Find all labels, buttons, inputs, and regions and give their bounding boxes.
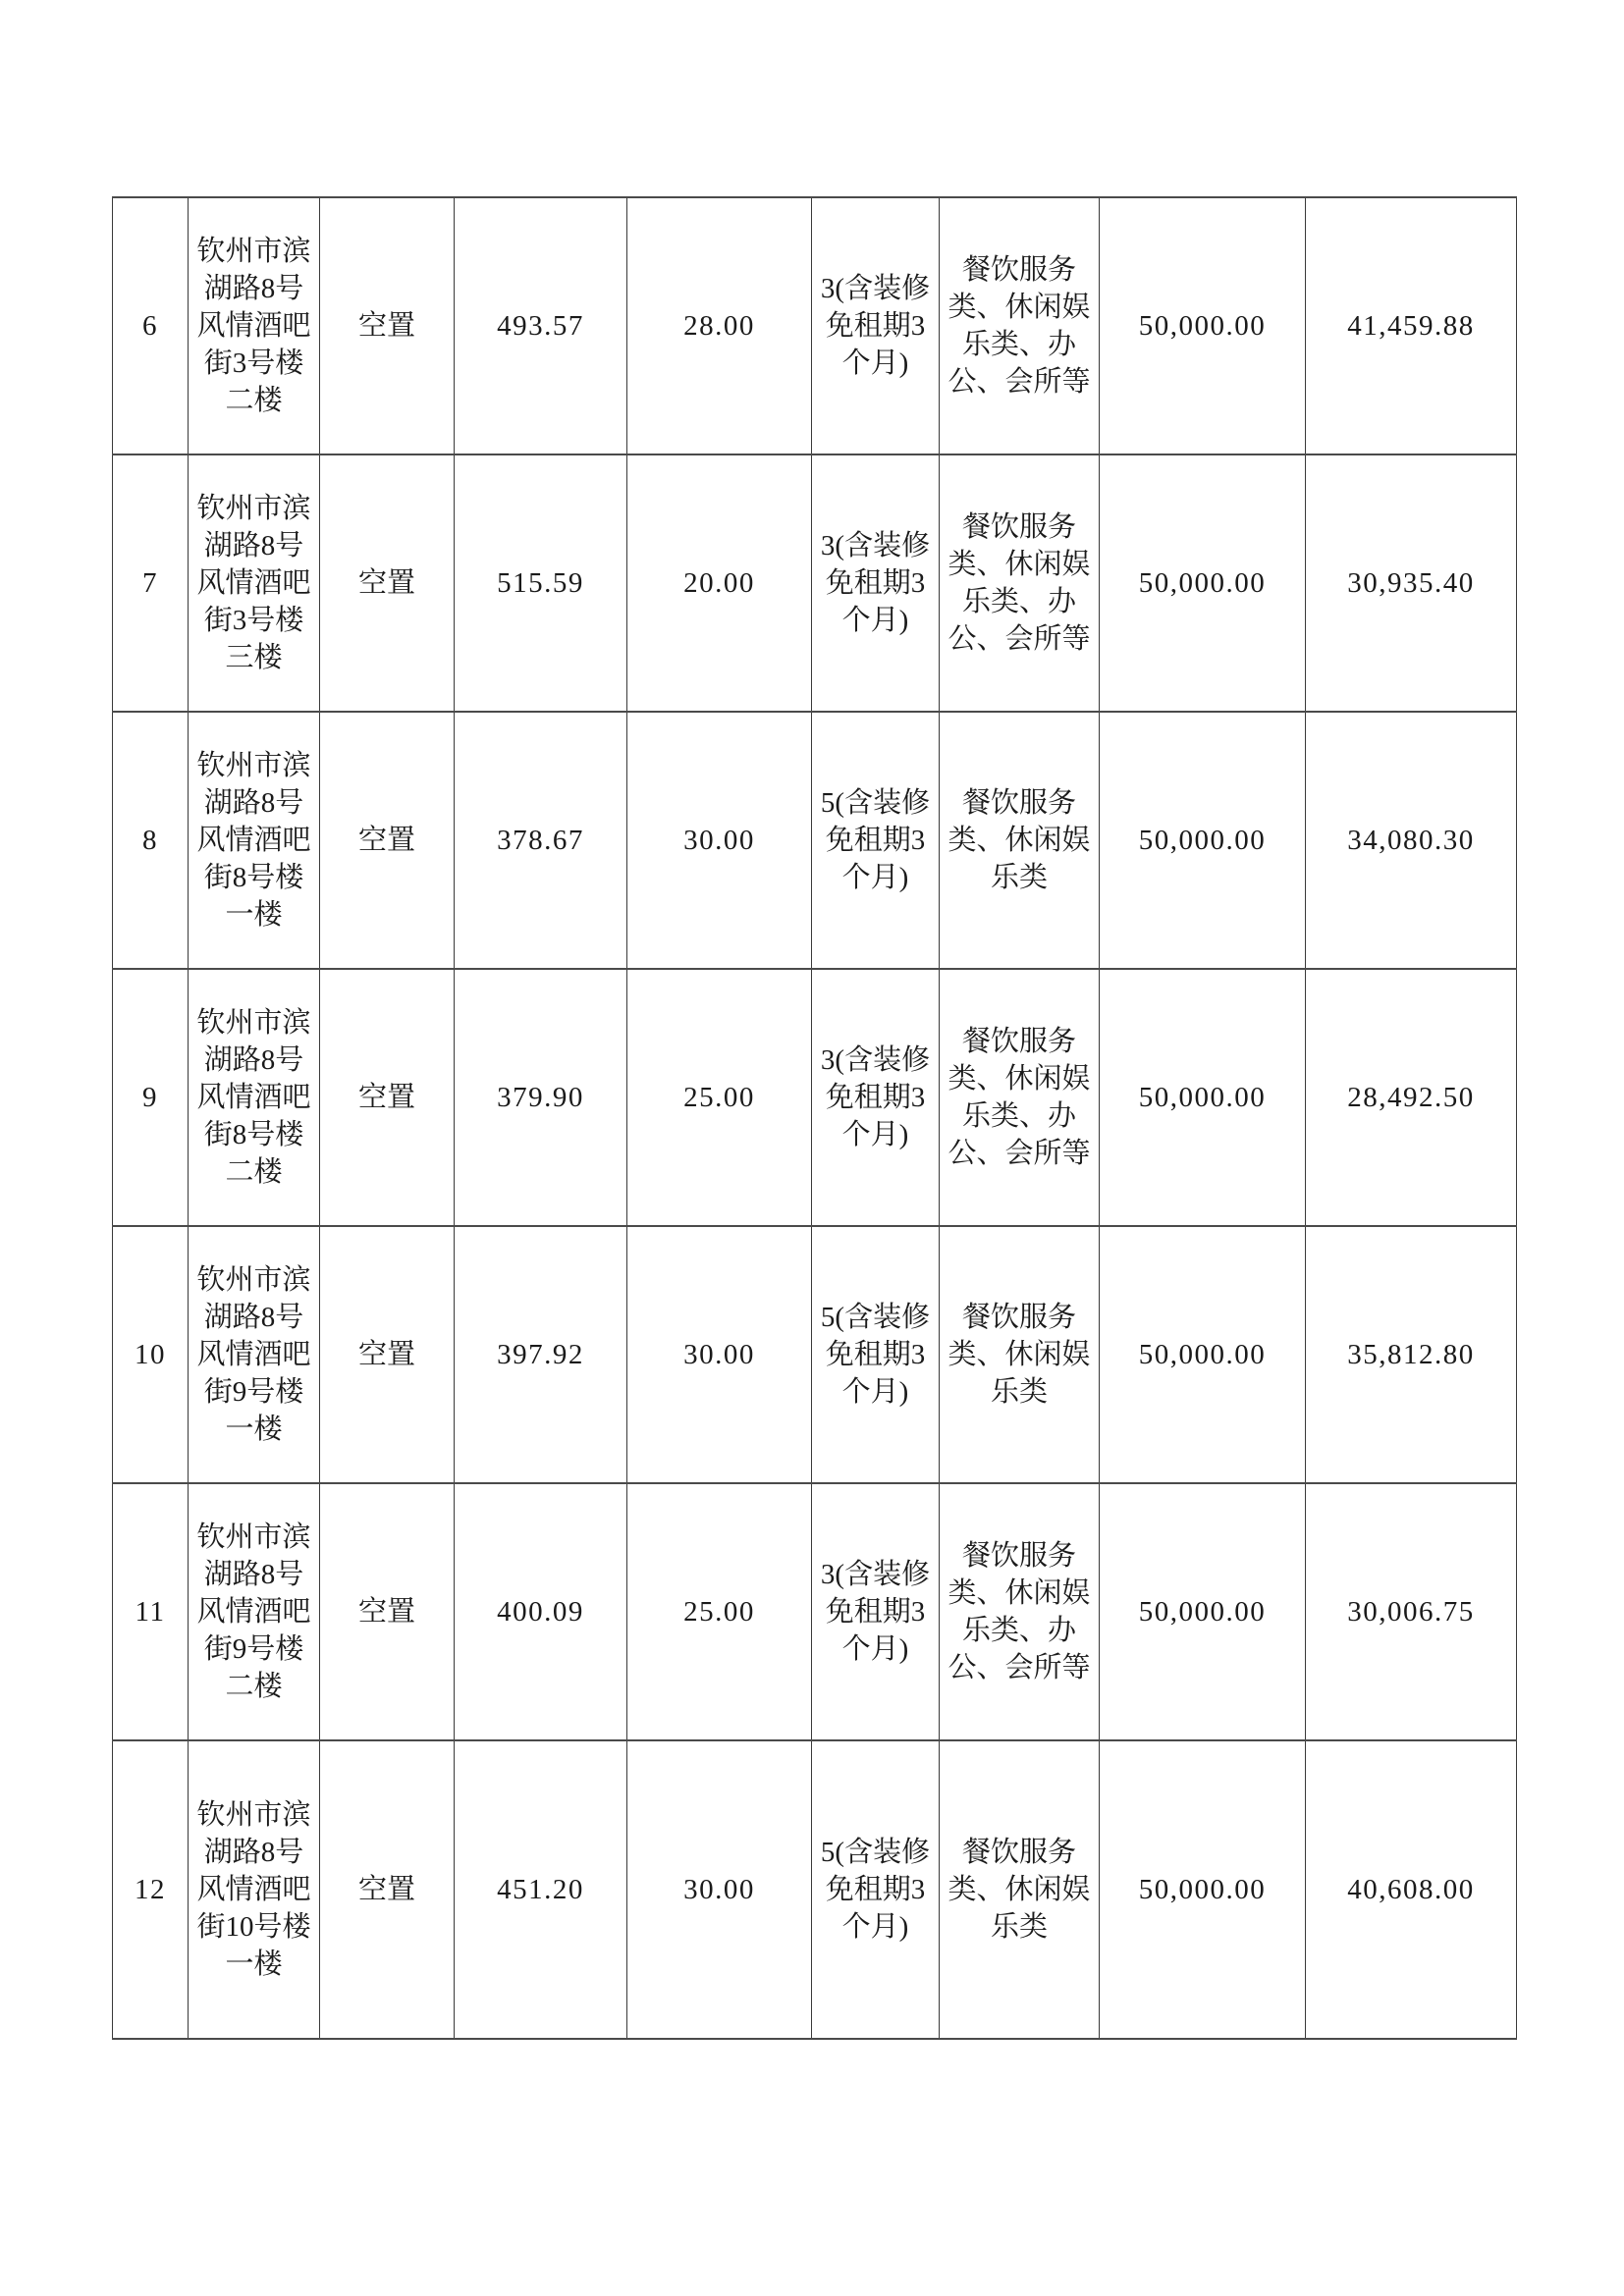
address-cell: 钦州市滨湖路8号风情酒吧街10号楼一楼 bbox=[189, 1740, 320, 2039]
business-scope-cell: 餐饮服务类、休闲娱乐类、办公、会所等 bbox=[940, 454, 1100, 712]
lease-term-cell: 5(含装修免租期3个月) bbox=[812, 712, 940, 969]
lease-term-cell: 3(含装修免租期3个月) bbox=[812, 1483, 940, 1740]
lease-term-cell: 3(含装修免租期3个月) bbox=[812, 197, 940, 454]
area-cell: 379.90 bbox=[455, 969, 627, 1226]
lease-term-cell: 5(含装修免租期3个月) bbox=[812, 1740, 940, 2039]
starting-price-cell: 28,492.50 bbox=[1306, 969, 1517, 1226]
starting-price-cell: 30,935.40 bbox=[1306, 454, 1517, 712]
deposit-cell: 50,000.00 bbox=[1100, 197, 1306, 454]
address-cell: 钦州市滨湖路8号风情酒吧街8号楼二楼 bbox=[189, 969, 320, 1226]
status-cell: 空置 bbox=[320, 969, 455, 1226]
address-cell: 钦州市滨湖路8号风情酒吧街3号楼二楼 bbox=[189, 197, 320, 454]
table-row bbox=[113, 1226, 1517, 1483]
row-number-cell: 11 bbox=[113, 1483, 189, 1740]
business-scope-cell: 餐饮服务类、休闲娱乐类、办公、会所等 bbox=[940, 1483, 1100, 1740]
starting-price-cell: 34,080.30 bbox=[1306, 712, 1517, 969]
starting-price-cell: 35,812.80 bbox=[1306, 1226, 1517, 1483]
status-cell: 空置 bbox=[320, 1740, 455, 2039]
area-cell: 400.09 bbox=[455, 1483, 627, 1740]
address-cell: 钦州市滨湖路8号风情酒吧街9号楼一楼 bbox=[189, 1226, 320, 1483]
status-cell: 空置 bbox=[320, 454, 455, 712]
table-row bbox=[113, 197, 1517, 454]
unit-price-cell: 20.00 bbox=[627, 454, 812, 712]
deposit-cell: 50,000.00 bbox=[1100, 712, 1306, 969]
business-scope-cell: 餐饮服务类、休闲娱乐类、办公、会所等 bbox=[940, 197, 1100, 454]
starting-price-cell: 41,459.88 bbox=[1306, 197, 1517, 454]
unit-price-cell: 30.00 bbox=[627, 1226, 812, 1483]
status-cell: 空置 bbox=[320, 1226, 455, 1483]
row-number-cell: 9 bbox=[113, 969, 189, 1226]
status-cell: 空置 bbox=[320, 197, 455, 454]
deposit-cell: 50,000.00 bbox=[1100, 969, 1306, 1226]
address-cell: 钦州市滨湖路8号风情酒吧街9号楼二楼 bbox=[189, 1483, 320, 1740]
deposit-cell: 50,000.00 bbox=[1100, 1483, 1306, 1740]
business-scope-cell: 餐饮服务类、休闲娱乐类、办公、会所等 bbox=[940, 969, 1100, 1226]
table-row bbox=[113, 969, 1517, 1226]
lease-term-cell: 3(含装修免租期3个月) bbox=[812, 454, 940, 712]
lease-term-cell: 3(含装修免租期3个月) bbox=[812, 969, 940, 1226]
starting-price-cell: 30,006.75 bbox=[1306, 1483, 1517, 1740]
table-row bbox=[113, 1483, 1517, 1740]
table-row bbox=[113, 1740, 1517, 2039]
row-number-cell: 12 bbox=[113, 1740, 189, 2039]
table-row bbox=[113, 712, 1517, 969]
deposit-cell: 50,000.00 bbox=[1100, 454, 1306, 712]
area-cell: 378.67 bbox=[455, 712, 627, 969]
status-cell: 空置 bbox=[320, 1483, 455, 1740]
area-cell: 451.20 bbox=[455, 1740, 627, 2039]
unit-price-cell: 30.00 bbox=[627, 712, 812, 969]
deposit-cell: 50,000.00 bbox=[1100, 1740, 1306, 2039]
business-scope-cell: 餐饮服务类、休闲娱乐类 bbox=[940, 712, 1100, 969]
area-cell: 515.59 bbox=[455, 454, 627, 712]
row-number-cell: 7 bbox=[113, 454, 189, 712]
address-cell: 钦州市滨湖路8号风情酒吧街3号楼三楼 bbox=[189, 454, 320, 712]
unit-price-cell: 30.00 bbox=[627, 1740, 812, 2039]
business-scope-cell: 餐饮服务类、休闲娱乐类 bbox=[940, 1226, 1100, 1483]
row-number-cell: 6 bbox=[113, 197, 189, 454]
deposit-cell: 50,000.00 bbox=[1100, 1226, 1306, 1483]
area-cell: 397.92 bbox=[455, 1226, 627, 1483]
lease-term-cell: 5(含装修免租期3个月) bbox=[812, 1226, 940, 1483]
row-number-cell: 8 bbox=[113, 712, 189, 969]
row-number-cell: 10 bbox=[113, 1226, 189, 1483]
address-cell: 钦州市滨湖路8号风情酒吧街8号楼一楼 bbox=[189, 712, 320, 969]
business-scope-cell: 餐饮服务类、休闲娱乐类 bbox=[940, 1740, 1100, 2039]
unit-price-cell: 25.00 bbox=[627, 969, 812, 1226]
unit-price-cell: 28.00 bbox=[627, 197, 812, 454]
table-row bbox=[113, 454, 1517, 712]
starting-price-cell: 40,608.00 bbox=[1306, 1740, 1517, 2039]
unit-price-cell: 25.00 bbox=[627, 1483, 812, 1740]
area-cell: 493.57 bbox=[455, 197, 627, 454]
status-cell: 空置 bbox=[320, 712, 455, 969]
lease-table bbox=[112, 196, 1517, 2040]
